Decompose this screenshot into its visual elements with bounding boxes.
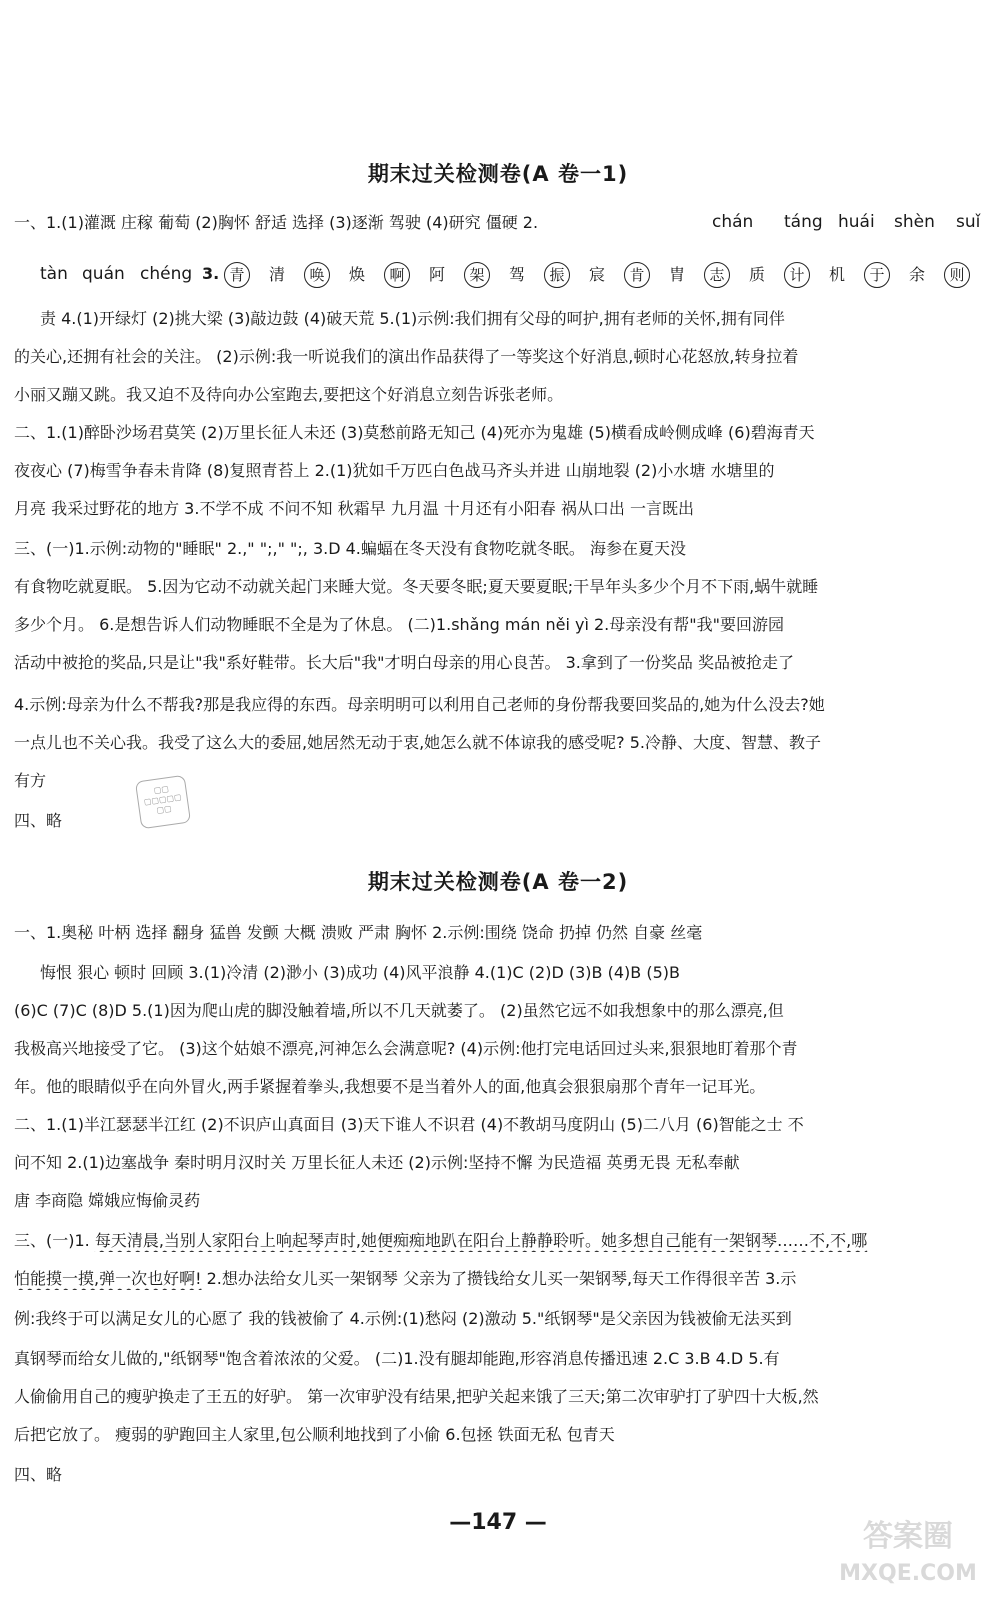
page-number: —147 — [449,1510,547,1535]
exam1-line-9: 三、(一)1.示例:动物的"睡眠" 2.," ";," ";, 3.D 4.蝙蝠在冬天没有食物吃就冬眠。 海参在夏天没 [14,539,686,558]
exam1-line-15: 有方 [14,771,47,790]
circled-char: 肯 [624,262,650,288]
exam1-line-5: 小丽又蹦又跳。我又迫不及待向办公室跑去,要把这个好消息立刻告诉张老师。 [14,385,564,404]
circled-char: 唤 [304,262,330,288]
pinyin: tàn [40,264,68,284]
exam1-line-2 [40,262,986,292]
exam2-line-8: 唐 李商隐 嫦娥应悔偷灵药 [14,1191,201,1210]
pinyin: chán [712,212,754,232]
pinyin: chéng [140,264,193,284]
exam2-line-7: 问不知 2.(1)边塞战争 秦时明月汉时关 万里长征人未还 (2)示例:坚持不懈 为民造福 英勇无畏 无私奉献 [14,1153,740,1172]
exam1-line-11: 多少个月。 6.是想告诉人们动物睡眠不全是为了休息。 (二)1.shǎng mán něi yì 2.母亲没有帮"我"要回游园 [14,615,784,634]
char: 焕 [348,265,365,284]
exam2-line-5: 年。他的眼睛似乎在向外冒火,两手紧握着拳头,我想要不是当着外人的面,他真会狠狠扇那个青年一记耳光。 [14,1077,766,1096]
exam2-line-4: 我极高兴地接受了它。 (3)这个姑娘不漂亮,河神怎么会满意呢? (4)示例:他打完电话回过头来,狠狠地盯着那个青 [14,1039,798,1058]
exam2-line-9: 三、(一)1. 每天清晨,当别人家阳台上响起琴声时,她便痴痴地趴在阳台上静静聆听。她多想自己能有一架钢琴……不,不,哪 [14,1231,868,1250]
exam1-line-8: 月亮 我采过野花的地方 3.不学不成 不问不知 秋霜早 九月温 十月还有小阳春 祸从口出 一言既出 [14,499,694,518]
exam1-line-12: 活动中被抢的奖品,只是让"我"系好鞋带。长大后"我"才明白母亲的用心良苦。 3.拿到了一份奖品 奖品被抢走了 [14,653,794,672]
pinyin: quán [82,264,125,284]
exam1-line-14: 一点儿也不关心我。我受了这么大的委屈,她居然无动于衷,她怎么就不体谅我的感受呢? 5.冷静、大度、智慧、教子 [14,733,822,752]
question-label: 3. [202,264,220,283]
exam1-line-16: 四、略 [14,811,63,830]
char: 宸 [588,265,605,284]
watermark-logo: 答案圈 MXQE.COM [839,1519,977,1586]
char: 机 [828,265,845,284]
exam2-line-13: 人偷偷用自己的瘦驴换走了王五的好驴。 第一次审驴没有结果,把驴关起来饿了三天;第二次审驴打了驴四十大板,然 [14,1387,819,1406]
pinyin: táng [784,212,823,232]
exam1-line-4: 的关心,还拥有社会的关注。 (2)示例:我一听说我们的演出作品获得了一等奖这个好消息,顿时心花怒放,转身拉着 [14,347,799,366]
exam1-line-10: 有食物吃就夏眠。 5.因为它动不动就关起门来睡大觉。冬天要冬眠;夏天要夏眠;干旱年头多少个月不下雨,蜗牛就睡 [14,577,819,596]
pinyin: suǐ [956,212,981,232]
circled-char: 青 [224,262,250,288]
char: 胄 [668,265,685,284]
circled-char: 振 [544,262,570,288]
exam1-line-13: 4.示例:母亲为什么不帮我?那是我应得的东西。母亲明明可以利用自己老师的身份帮我要回奖品的,她为什么没去?她 [14,695,825,714]
char: 阿 [428,265,445,284]
circled-char: 志 [704,262,730,288]
circled-char: 于 [864,262,890,288]
char-list [224,262,984,292]
exam2-line-3: (6)C (7)C (8)D 5.(1)因为爬山虎的脚没触着墙,所以不几天就萎了。 (2)虽然它远不如我想象中的那么漂亮,但 [14,1001,784,1020]
exam2-line-6: 二、1.(1)半江瑟瑟半江红 (2)不识庐山真面目 (3)天下谁人不识君 (4)不教胡马度阴山 (5)二八月 (6)智能之士 不 [14,1115,804,1134]
wavy-underlined-text: 每天清晨,当别人家阳台上响起琴声时,她便痴痴地趴在阳台上静静聆听。她多想自己能有一架钢琴……不,不,哪 [94,1231,868,1250]
char: 清 [268,265,285,284]
exam2-line-11: 例:我终于可以满足女儿的心愿了 我的钱被偷了 4.示例:(1)愁闷 (2)激动 5."纸钢琴"是父亲因为钱被偷无法买到 [14,1309,792,1328]
exam1-line-6: 二、1.(1)醉卧沙场君莫笑 (2)万里长征人未还 (3)莫愁前路无知己 (4)死亦为鬼雄 (5)横看成岭侧成峰 (6)碧海青天 [14,423,815,442]
exam1-line-3: 责 4.(1)开绿灯 (2)挑大梁 (3)敲边鼓 (4)破天荒 5.(1)示例:我们拥有父母的呵护,拥有老师的关怀,拥有同伴 [40,309,785,328]
stamp-icon: ▢▢ ▢▢▢▢▢ ▢▢ [135,775,191,829]
exam2-line-15: 四、略 [14,1465,63,1484]
char: 余 [908,265,925,284]
exam1-title: 期末过关检测卷(A 卷一1) [367,162,629,186]
pinyin: huái [838,212,875,232]
circled-char: 架 [464,262,490,288]
exam2-line-14: 后把它放了。 瘦弱的驴跑回主人家里,包公顺利地找到了小偷 6.包拯 铁面无私 包青天 [14,1425,615,1444]
exam2-line-2: 悔恨 狠心 顿时 回顾 3.(1)冷清 (2)渺小 (3)成功 (4)风平浪静 4.(1)C (2)D (3)B (4)B (5)B [40,963,680,982]
wavy-underlined-text: 怕能摸一摸,弹一次也好啊! [14,1269,202,1288]
char: 驾 [508,265,525,284]
exam2-title: 期末过关检测卷(A 卷一2) [367,870,629,894]
exam2-line-1: 一、1.奥秘 叶柄 选择 翻身 猛兽 发颤 大概 溃败 严肃 胸怀 2.示例:围绕 饶命 扔掉 仍然 自豪 丝毫 [14,923,703,942]
pinyin: shèn [894,212,935,232]
circled-char: 计 [784,262,810,288]
circled-char: 啊 [384,262,410,288]
exam1-line-1: 一、1.(1)灌溉 庄稼 葡萄 (2)胸怀 舒适 选择 (3)逐渐 驾驶 (4)研究 僵硬 2. [14,213,539,232]
circled-char: 则 [944,262,970,288]
exam2-line-12: 真钢琴而给女儿做的,"纸钢琴"饱含着浓浓的父爱。 (二)1.没有腿却能跑,形容消息传播迅速 2.C 3.B 4.D 5.有 [14,1349,780,1368]
char: 质 [748,265,765,284]
exam1-line-7: 夜夜心 (7)梅雪争春未肯降 (8)复照青苔上 2.(1)犹如千万匹白色战马齐头并进 山崩地裂 (2)小水塘 水塘里的 [14,461,775,480]
exam2-line-10: 怕能摸一摸,弹一次也好啊! 2.想办法给女儿买一架钢琴 父亲为了攒钱给女儿买一架钢琴,每天工作得很辛苦 3.示 [14,1269,797,1288]
